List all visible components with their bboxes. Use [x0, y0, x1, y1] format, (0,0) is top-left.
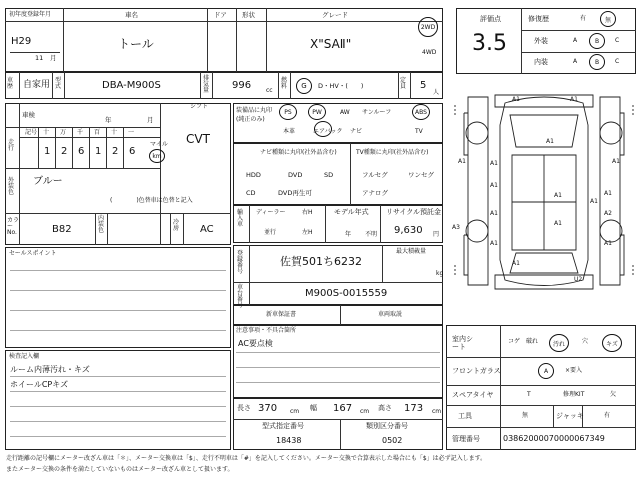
import-label: 輸入車	[237, 209, 244, 228]
equip-item: AW	[340, 109, 350, 116]
color: ブルー	[33, 176, 63, 187]
shift-label: シフト	[190, 103, 209, 110]
digit-header: 千	[77, 129, 84, 136]
docs-box	[233, 305, 443, 325]
left-block	[5, 103, 231, 245]
kg-unit: kg	[436, 270, 444, 277]
capacity: 5	[420, 80, 427, 91]
equip-item-circle: PW	[308, 104, 326, 120]
inspector-note-2: ホイールCPキズ	[10, 380, 69, 389]
car-name: トール	[118, 37, 154, 51]
seat-label: 室内シート	[452, 335, 473, 352]
cap-label: 定員	[400, 77, 407, 90]
cc-unit: cc	[266, 87, 273, 94]
repair-yes: 有	[580, 15, 587, 22]
ac-label: 冷房	[173, 219, 180, 232]
mgmt-label: 管理番号	[452, 435, 480, 443]
damage-label: A1	[554, 220, 562, 227]
navi-title: ナビ種類に丸印(社外品含む)	[260, 149, 337, 156]
mileage-digit: 6	[78, 146, 85, 157]
front-glass-label: フロントガラス	[452, 367, 501, 375]
height-cm: cm	[432, 408, 442, 415]
damage-label: A1	[512, 260, 520, 267]
model-year-label: モデル年式	[334, 208, 369, 216]
tools-val: 無	[522, 412, 529, 419]
color-label: 外装色	[8, 177, 15, 196]
model-year-year: 年	[345, 231, 352, 238]
mileage-digit: 2	[61, 146, 68, 157]
mile-label: マイル	[150, 141, 168, 148]
grade-label: グレード	[322, 11, 348, 19]
spare-none: 欠	[610, 391, 617, 398]
door-label: ドア	[214, 11, 227, 19]
damage-label: A1	[512, 96, 520, 103]
note: AC要点検	[238, 339, 273, 348]
mileage-digit: 2	[112, 146, 119, 157]
equip-item: ナビ	[350, 128, 363, 135]
damage-label: A2	[604, 210, 612, 217]
navi-option: DVD再生可	[278, 189, 312, 197]
digit-header: 十	[111, 129, 118, 136]
inspector-note-1: ルーム内薄汚れ・キズ	[10, 365, 90, 374]
damage-label: A1	[554, 192, 562, 199]
dealer: ディーラー	[256, 209, 286, 216]
tv-title: TV種類に丸印(社外品含む)	[356, 149, 429, 156]
insp-month: 月	[147, 116, 154, 124]
int-a: A	[573, 58, 578, 65]
seat-option: コゲ	[508, 338, 521, 345]
tools-label: 工具	[458, 412, 472, 420]
equip-item: サンルーフ	[362, 109, 392, 116]
width-cm: cm	[360, 408, 370, 415]
length-label: 長さ	[237, 404, 251, 412]
navi-option: HDD	[246, 171, 261, 179]
width: 167	[333, 403, 353, 414]
mileage-digit: 6	[129, 146, 136, 157]
shape-label: 形状	[242, 11, 255, 19]
jack-label: ジャッキ	[556, 412, 584, 420]
seat-option: 破れ	[526, 338, 539, 345]
repair-label: 修復歴	[528, 15, 549, 23]
height-label: 高さ	[378, 404, 392, 412]
glass-a-circle: A	[538, 363, 554, 379]
shift: CVT	[186, 132, 210, 146]
disp-label: 排気量	[203, 75, 210, 94]
warranty: 新車保証書	[266, 311, 297, 318]
parallel: 並行	[264, 229, 277, 236]
length: 370	[258, 403, 278, 414]
digit-header: 十	[43, 129, 50, 136]
airbag-circle	[314, 121, 332, 137]
inspection-label: 車検	[22, 111, 35, 119]
ext-a: A	[573, 37, 578, 44]
width-label: 幅	[310, 404, 317, 412]
plate: 佐賀501ち6232	[280, 255, 362, 268]
use: 自家用	[23, 80, 51, 90]
car-damage-diagram	[450, 85, 638, 315]
displacement: 996	[232, 80, 252, 91]
int-c: C	[615, 58, 620, 65]
sales-point-label: セールスポイント	[9, 250, 57, 257]
notes-box	[233, 325, 443, 398]
exterior-label: 外装	[534, 37, 548, 45]
damage-label: A1	[604, 190, 612, 197]
right-h: 右H	[302, 209, 313, 216]
int-b-circle: B	[589, 54, 605, 70]
navi-option: DVD	[288, 171, 303, 179]
score-label: 評価点	[480, 15, 501, 23]
digit-header: 記号	[25, 129, 38, 136]
footer-line-1: 走行距離の記号欄にメーター改ざん車は「＊」、メーター交換車は「$」、走行不明車は「#」を記入してください。メーター交換で合算表示した場合にも「$」は必ず記入します。	[6, 455, 487, 462]
score: 3.5	[472, 31, 507, 56]
model: DBA-M900S	[102, 80, 161, 91]
reg-label: 車歴	[7, 77, 14, 90]
ac: AC	[200, 224, 214, 235]
jack-val: 有	[604, 412, 611, 419]
sales-point-box	[5, 247, 231, 348]
grade: X"SAⅡ"	[310, 37, 352, 51]
color-note: ( )色替車は色替と記入	[110, 197, 193, 204]
chassis: M900S-0015559	[305, 288, 388, 299]
equip-item-circle: PS	[279, 104, 297, 120]
chassis-label: 車台番号	[237, 284, 244, 309]
left-h: 左H	[302, 229, 313, 236]
color-no: B82	[52, 224, 72, 235]
first-reg-year: H29	[11, 36, 32, 47]
tv-option: アナログ	[362, 189, 388, 197]
damage-label: A1	[490, 210, 498, 217]
fuel-g-circle: G	[296, 78, 312, 94]
equip-subtitle: (純正のみ)	[236, 116, 265, 123]
navi-option: CD	[246, 189, 256, 197]
drive-2wd-circle: 2WD	[418, 17, 438, 37]
manual: 車両取説	[378, 311, 403, 318]
mileage-label: 走行	[8, 139, 15, 152]
first-reg-month: 11	[35, 54, 44, 62]
tv-option: ワンセグ	[408, 171, 434, 179]
fuel-label: 燃料	[281, 77, 288, 90]
footer-line-2: またメーター交換の条件を満たしていないものはメーター改ざん車として扱います。	[6, 466, 234, 473]
damage-label: A1	[546, 138, 554, 145]
ext-b-circle: B	[589, 33, 605, 49]
class-no: 0502	[382, 436, 403, 445]
max-load-label: 最大積載量	[396, 248, 427, 255]
reg-number-label: 登録番号	[237, 250, 244, 275]
height: 173	[404, 403, 424, 414]
seat-option-circle: キズ	[602, 334, 622, 352]
equip-item: TV	[415, 128, 423, 135]
first-reg-label: 初年度登録年月	[9, 11, 52, 18]
recycle-label: リサイクル預託金	[386, 208, 442, 216]
damage-label: A1	[490, 182, 498, 189]
glass-x: ×要入	[565, 367, 583, 374]
notes-label: 注意事項・不具合箇所	[236, 327, 297, 334]
km-circle: km	[149, 149, 165, 163]
first-reg-month-unit: 月	[50, 54, 57, 62]
seat-option: 穴	[582, 338, 589, 345]
seat-option-circle: 汚れ	[549, 334, 569, 352]
digit-header: 万	[60, 129, 67, 136]
length-cm: cm	[290, 408, 300, 415]
recycle: 9,630	[394, 225, 423, 236]
inspector-label: 検査記入欄	[9, 353, 40, 360]
tv-option: フルセグ	[362, 171, 388, 179]
car-name-label: 車名	[125, 11, 138, 19]
damage-label: A1	[612, 158, 620, 165]
damage-label: A1	[570, 96, 578, 103]
equip-item: エアバック	[313, 128, 343, 135]
equip-title: 装備品に丸印	[236, 107, 273, 114]
digit-header: 一	[128, 129, 135, 136]
mileage-digit: 1	[44, 146, 51, 157]
person-unit: 人	[433, 89, 440, 96]
interior-color-label: 内装色	[98, 215, 105, 234]
spare-kit: 修理KIT	[563, 391, 585, 398]
row2	[5, 72, 443, 99]
spare-t: T	[527, 391, 531, 398]
damage-label: A1	[590, 198, 598, 205]
damage-label: A3	[452, 224, 460, 231]
equip-item-circle: ABS	[412, 104, 430, 120]
drive-4wd: 4WD	[422, 49, 437, 56]
damage-label: A1	[458, 158, 466, 165]
spare-label: スペアタイヤ	[452, 391, 494, 399]
yen: 円	[433, 231, 440, 238]
damage-label: A1	[490, 240, 498, 247]
model-label: 型式	[55, 77, 62, 90]
model-no-label: 型式指定番号	[262, 422, 304, 430]
ext-c: C	[615, 37, 620, 44]
interior-label: 内装	[534, 58, 548, 66]
color-no-label: カラーNo.	[7, 217, 20, 236]
navi-option: SD	[324, 171, 334, 179]
model-no: 18438	[276, 436, 302, 445]
damage-label: U2	[574, 276, 583, 283]
repair-no-circle: 無	[600, 11, 616, 27]
damage-label: A1	[490, 160, 498, 167]
digit-header: 百	[94, 129, 101, 136]
model-year-unknown: 不明	[365, 231, 378, 238]
fuel-rest: D・HV・( )	[318, 82, 364, 90]
mileage-digit: 1	[95, 146, 102, 157]
insp-year: 年	[105, 116, 112, 124]
class-no-label: 類別区分番号	[366, 422, 408, 430]
damage-label: A1	[604, 240, 612, 247]
equip-item: 本革	[283, 128, 296, 135]
mgmt: 03862000070000067349	[503, 434, 605, 443]
